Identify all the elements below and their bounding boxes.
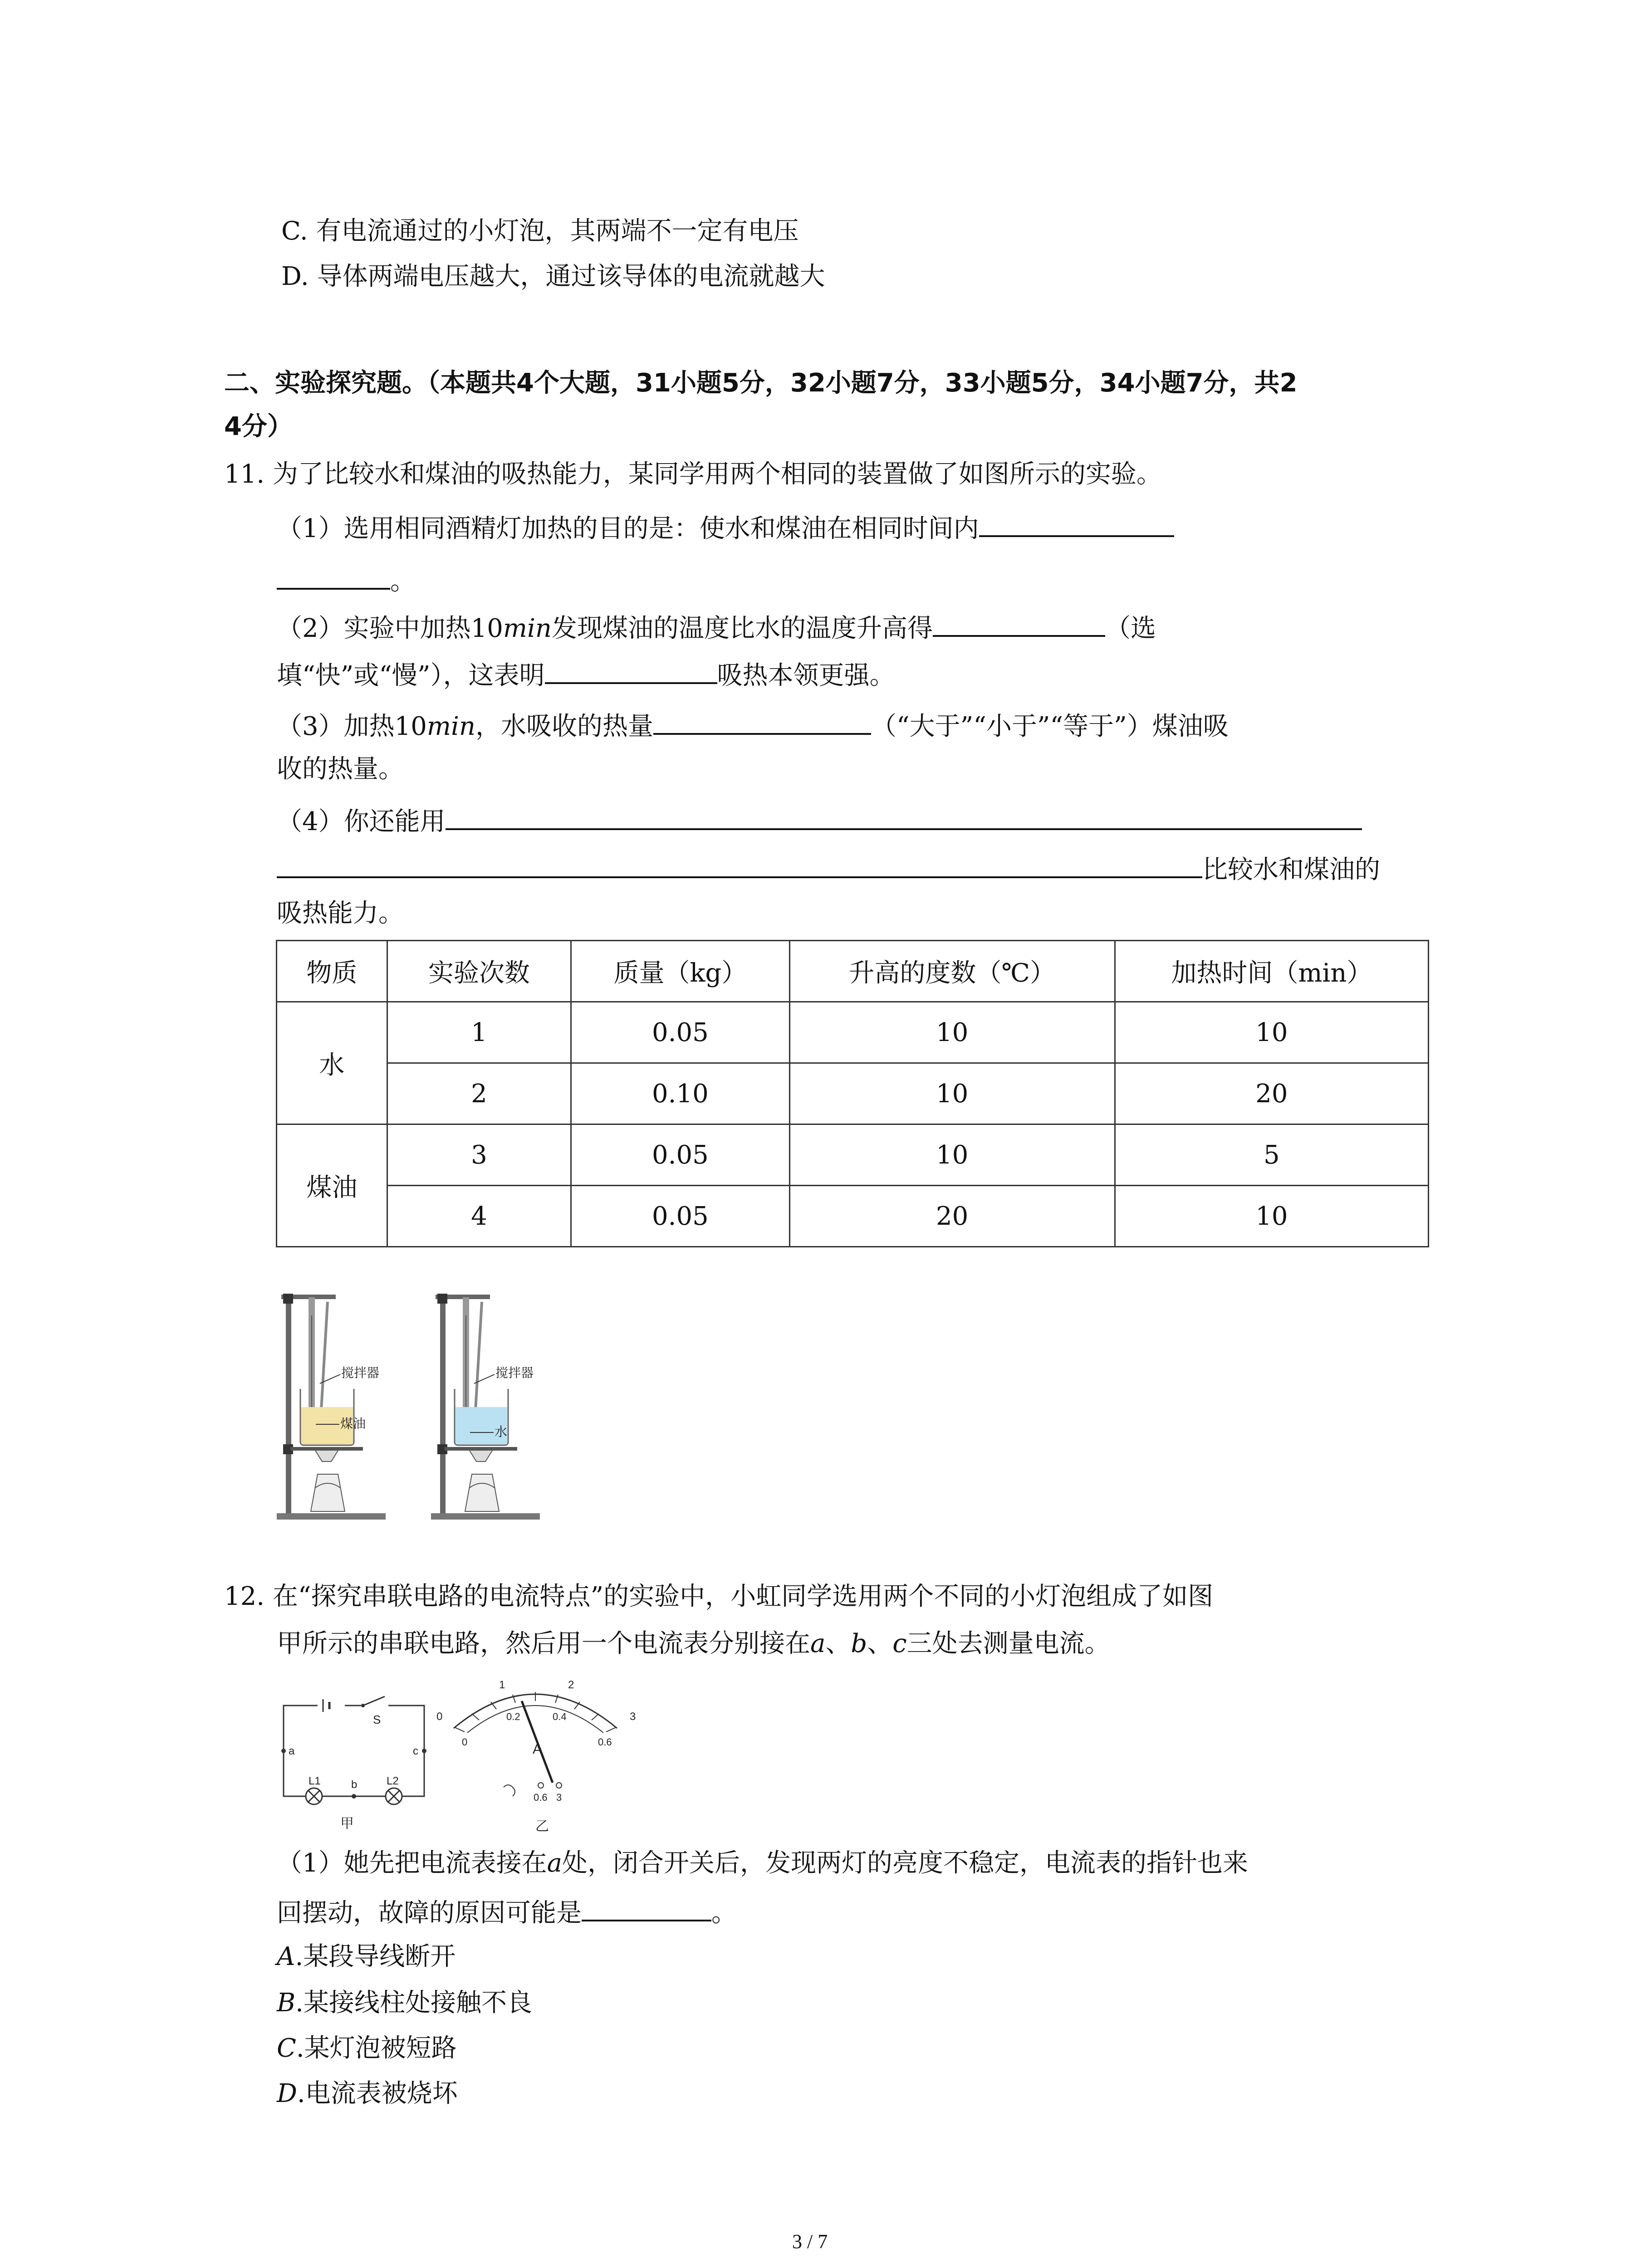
table-cell: 3 (387, 1124, 571, 1186)
terminal-3: 3 (556, 1792, 562, 1803)
q11-blank1[interactable] (979, 510, 1174, 537)
q11-part2-line2 (277, 657, 895, 692)
table-cell: 1 (387, 1002, 571, 1063)
table-row (277, 1063, 1429, 1124)
right-stirrer-label: 搅拌器 (495, 1366, 534, 1380)
q11-part2 (277, 610, 1156, 645)
option-letter: D (277, 2079, 297, 2108)
ammeter-figure (426, 1669, 662, 1842)
table-header: 物质 (277, 941, 387, 1002)
circuit-diagram (272, 1687, 443, 1837)
scale-top-0: 0 (436, 1711, 443, 1723)
q11-part2-text-c: （选 (1105, 614, 1156, 643)
q12-point-c: c (892, 1629, 907, 1658)
q12-part1-point: a (547, 1848, 563, 1878)
table-cell: 0.10 (571, 1063, 790, 1124)
table-cell: 0.05 (571, 1002, 790, 1063)
q11-part4-line3: 吸热能力。 (277, 899, 404, 928)
q11-part3-line2: 收的热量。 (277, 754, 404, 784)
q12-stem-line1: 12. 在“探究串联电路的电流特点”的实验中，小虹同学选用两个不同的小灯泡组成了如图 (224, 1582, 1214, 1611)
q11-part1 (277, 510, 1174, 545)
table-header: 实验次数 (387, 941, 571, 1002)
q12-option-d (277, 2077, 458, 2110)
point-a-label: a (289, 1745, 295, 1757)
q11-part2-line2-b: 吸热本领更强。 (717, 661, 895, 690)
table-cell: 20 (789, 1186, 1115, 1247)
unit-label: A (533, 1742, 542, 1757)
q11-part4-text-a: （4）你还能用 (277, 807, 446, 836)
q11-blank1-cont[interactable] (277, 562, 390, 590)
q11-blank4[interactable] (653, 708, 871, 735)
q12-option-b (277, 1987, 532, 2019)
q12-option-a (277, 1941, 456, 1973)
scale-bottom-02: 0.2 (506, 1711, 520, 1722)
lamp2-label: L2 (387, 1775, 399, 1787)
table-cell: 10 (1115, 1002, 1428, 1063)
q11-part1-end: 。 (390, 567, 416, 596)
q12-part1 (277, 1847, 1248, 1880)
terminal-06: 0.6 (534, 1792, 548, 1803)
q11-stem: 11. 为了比较水和煤油的吸热能力，某同学用两个相同的装置做了如图所示的实验。 (224, 459, 1162, 489)
q12-separator: 、 (867, 1629, 893, 1658)
q11-blank5[interactable] (446, 803, 1362, 830)
q12-point-a: a (810, 1629, 826, 1658)
q12-point-b: b (851, 1629, 867, 1658)
scale-top-3: 3 (630, 1711, 636, 1723)
q11-blank5-cont[interactable] (277, 851, 1202, 878)
option-letter: A (277, 1942, 295, 1971)
q12-stem-line2-a: 甲所示的串联电路，然后用一个电流表分别接在 (277, 1629, 810, 1658)
table-row (277, 1186, 1429, 1247)
q12-stem-line2 (277, 1628, 1110, 1660)
q11-part1-cont (277, 562, 416, 598)
lamp1-label: L1 (309, 1775, 321, 1787)
scale-bottom-04: 0.4 (553, 1711, 567, 1722)
q11-part2-text-b: 发现煤油的温度比水的温度升高得 (551, 614, 933, 643)
section-heading-line1: 二、实验探究题。（本题共4个大题，31小题5分，32小题7分，33小题5分，34小题7分，共2 (224, 368, 1298, 398)
q12-part1-text-b: 处，闭合开关后，发现两灯的亮度不稳定，电流表的指针也来 (562, 1848, 1249, 1878)
left-stirrer-label: 搅拌器 (341, 1366, 380, 1380)
table-header: 升高的度数（℃） (789, 941, 1115, 1002)
q11-part4-line2 (277, 851, 1380, 886)
q11-part4-text-b: 比较水和煤油的 (1202, 855, 1380, 885)
option-d: D. 导体两端电压越大，通过该导体的电流就越大 (281, 262, 825, 291)
q11-part4 (277, 803, 1362, 838)
point-c-label: c (413, 1745, 418, 1757)
q11-part1-text: （1）选用相同酒精灯加热的目的是：使水和煤油在相同时间内 (277, 514, 979, 543)
section-heading-line2: 4分） (224, 412, 293, 441)
q12-stem-line2-b: 三处去测量电流。 (906, 1629, 1110, 1658)
q12-blank1[interactable] (582, 1894, 711, 1921)
left-apparatus (277, 1294, 386, 1520)
q11-part2-line2-a: 填“快”或“慢”），这表明 (277, 661, 545, 690)
figure-yi-label: 乙 (535, 1819, 549, 1834)
q11-blank3[interactable] (545, 657, 717, 684)
figure-jia-label: 甲 (340, 1816, 354, 1831)
q12-part1-line2-text: 回摆动，故障的原因可能是 (277, 1898, 582, 1928)
right-apparatus (431, 1294, 540, 1520)
option-text: .电流表被烧坏 (297, 2079, 458, 2108)
table-cell: 0.05 (571, 1124, 790, 1186)
q11-part3 (277, 708, 1229, 743)
page-number: 3 / 7 (792, 2230, 828, 2253)
q12-option-c (277, 2032, 457, 2065)
q11-part3-min: min (426, 712, 475, 741)
left-liquid-label: 煤油 (340, 1417, 366, 1431)
table-cell: 20 (1115, 1063, 1428, 1124)
option-text: .某接线柱处接触不良 (295, 1988, 532, 2018)
scale-top-2: 2 (568, 1679, 574, 1691)
q11-part2-min: min (503, 614, 552, 643)
table-cell: 10 (789, 1063, 1115, 1124)
table-header: 质量（kg） (571, 941, 790, 1002)
table-cell-substance: 水 (277, 1002, 387, 1124)
heating-apparatus-figure (272, 1288, 590, 1524)
table-row (277, 1124, 1429, 1186)
q12-separator: 、 (825, 1629, 851, 1658)
table-cell: 10 (789, 1002, 1115, 1063)
point-b-label: b (351, 1779, 358, 1791)
q12-part1-line2-end: 。 (711, 1898, 737, 1928)
q11-data-table (276, 940, 1429, 1247)
q11-part3-text-b: ，水吸收的热量 (475, 712, 653, 741)
option-letter: B (277, 1988, 296, 2018)
scale-top-1: 1 (499, 1679, 505, 1691)
q11-part3-text-a: （3）加热10 (277, 712, 427, 741)
q12-part1-text-a: （1）她先把电流表接在 (277, 1848, 547, 1878)
table-header-row (277, 941, 1429, 1002)
q11-blank2[interactable] (933, 610, 1105, 637)
option-c: C. 有电流通过的小灯泡，其两端不一定有电压 (281, 216, 799, 246)
table-cell: 2 (387, 1063, 571, 1124)
table-cell-substance: 煤油 (277, 1124, 387, 1247)
table-row (277, 1002, 1429, 1063)
option-letter: C (277, 2033, 296, 2063)
q12-part1-line2 (277, 1894, 737, 1930)
scale-bottom-0: 0 (462, 1736, 468, 1748)
table-cell: 5 (1115, 1124, 1428, 1186)
table-cell: 0.05 (571, 1186, 790, 1247)
table-header: 加热时间（min） (1115, 941, 1428, 1002)
q11-part3-text-c: （“大于”“小于”“等于”）煤油吸 (871, 712, 1229, 741)
q11-part2-text-a: （2）实验中加热10 (277, 614, 503, 643)
option-text: .某灯泡被短路 (296, 2033, 457, 2063)
table-cell: 4 (387, 1186, 571, 1247)
option-text: .某段导线断开 (295, 1942, 456, 1971)
table-cell: 10 (789, 1124, 1115, 1186)
switch-label: S (373, 1713, 381, 1726)
scale-bottom-06: 0.6 (598, 1736, 612, 1748)
table-cell: 10 (1115, 1186, 1428, 1247)
right-liquid-label: 水 (495, 1425, 508, 1439)
